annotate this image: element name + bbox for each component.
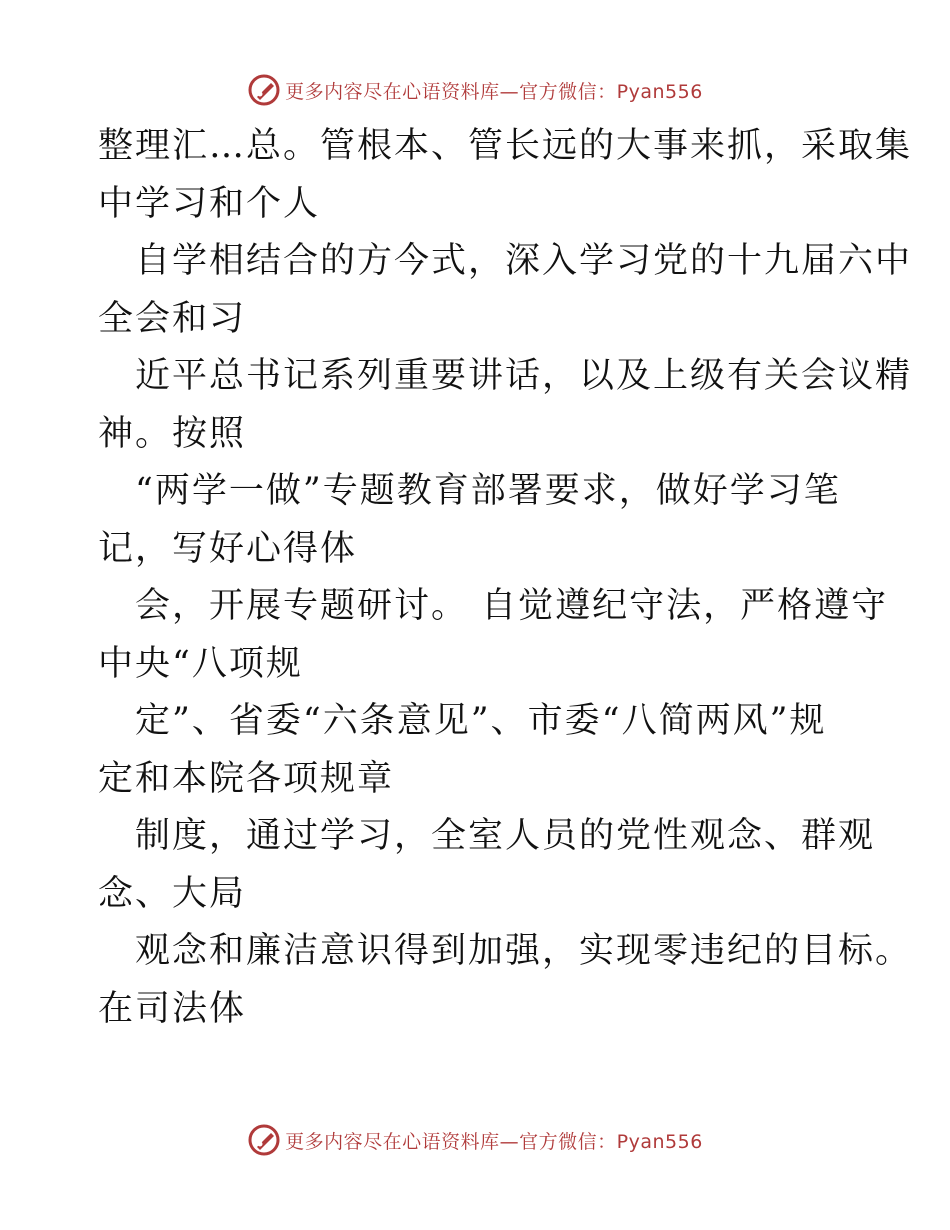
header-watermark [0, 70, 950, 110]
footer-watermark-text: 更多内容尽在心语资料库—官方微信：Pyan556 [285, 1130, 703, 1153]
text-line: 定和本院各项规章 [98, 758, 395, 799]
text-line: 记，写好心得体 [98, 528, 358, 569]
text-line: 会，开展专题研讨。 自觉遵纪守法，严格遵守 [135, 586, 889, 626]
header-watermark-text: 更多内容尽在心语资料库—官方微信：Pyan556 [285, 80, 703, 103]
text-line: 自学相结合的方今式，深入学习党的十九届六中 [135, 241, 913, 281]
text-line: 神。按照 [98, 413, 247, 454]
document-body [98, 118, 913, 1038]
text-line: 中央“八项规 [98, 643, 303, 684]
text-line: 中学习和个人 [98, 183, 321, 224]
text-line: 念、大局 [98, 873, 247, 914]
text-line: “两学一做”专题教育部署要求，做好学习笔 [135, 471, 841, 511]
pen-nib-logo-icon [247, 73, 281, 107]
footer-watermark [0, 1120, 950, 1160]
text-line: 整理汇…总。管根本、管长远的大事来抓，采取集 [98, 126, 913, 166]
text-line: 定”、省委“六条意见”、市委“八简两风”规 [135, 701, 827, 741]
text-line: 全会和习 [98, 298, 247, 339]
text-line: 近平总书记系列重要讲话，以及上级有关会议精 [135, 356, 913, 396]
pen-nib-logo-icon [247, 1123, 281, 1157]
text-line: 观念和廉洁意识得到加强，实现零违纪的目标。 [135, 931, 913, 971]
text-line: 制度，通过学习，全室人员的党性观念、群观 [135, 816, 876, 856]
text-line: 在司法体 [98, 988, 247, 1029]
